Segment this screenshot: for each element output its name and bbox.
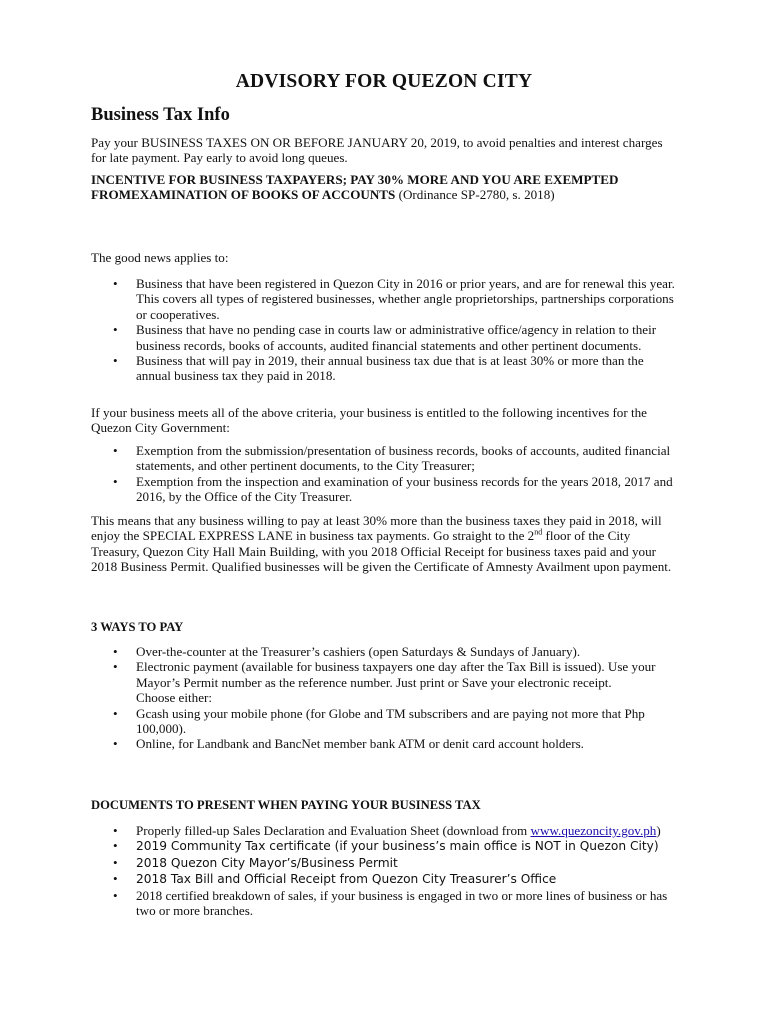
list-item [91, 276, 681, 322]
express-lane-text-1: This means that any business willing to pay at least 30% more than the business taxes they paid in 2018, will enjoy the SPECIAL EXPRESS LANE in business tax payments. Go straight to the 2 [91, 513, 662, 544]
bullet-icon: • [113, 871, 118, 887]
bullet-icon: • [113, 736, 118, 752]
intro-paragraph: Pay your BUSINESS TAXES ON OR BEFORE JANUARY 20, 2019, to avoid penalties and interest charges for late payment. Pay early to avoid long queues. [91, 135, 663, 166]
bullet-icon: • [113, 887, 118, 903]
bullet-icon: • [113, 443, 118, 458]
list-item-text: Online, for Landbank and BancNet member bank ATM or denit card account holders. [136, 736, 584, 752]
ways-to-pay-list [91, 644, 681, 752]
list-item-text: Properly filled-up Sales Declaration and Evaluation Sheet (download from [136, 823, 531, 838]
documents-heading: DOCUMENTS TO PRESENT WHEN PAYING YOUR BUSINESS TAX [91, 798, 481, 812]
list-item [91, 855, 681, 871]
bullet-icon: • [113, 473, 118, 489]
list-item [91, 353, 681, 384]
list-item-text: Over-the-counter at the Treasurer’s cashiers (open Saturdays & Sundays of January). [136, 644, 581, 659]
list-item [91, 474, 681, 505]
bullet-icon: • [113, 276, 118, 291]
list-item [91, 871, 681, 887]
bullet-icon: • [113, 644, 118, 659]
list-item-text: Business that have been registered in Quezon City in 2016 or prior years, and are for renewal this year. This covers all types of registered businesses, whether angle proprietorships, partnerships corporations or cooperatives. [136, 276, 675, 322]
bullet-icon: • [113, 854, 118, 870]
list-item [91, 443, 681, 474]
list-item-text: 2018 certified breakdown of sales, if your business is engaged in two or more lines of business or has two or more branches. [136, 887, 668, 919]
criteria-result-paragraph: If your business meets all of the above criteria, your business is entitled to the following incentives for the Quezon City Government: [91, 405, 647, 436]
list-item-text: Gcash using your mobile phone (for Globe and TM subscribers and are paying not more that Php 100,000). [136, 705, 645, 737]
list-item-text-end: ) [656, 823, 661, 838]
list-item [91, 888, 681, 919]
list-item [91, 644, 681, 659]
bullet-icon: • [113, 838, 118, 854]
list-item [91, 659, 681, 705]
quezoncity-website-link[interactable]: www.quezoncity.gov.ph [530, 823, 657, 838]
list-item-text: 2019 Community Tax certificate (if your business’s main office is NOT in Quezon City) [136, 839, 659, 854]
incentive-paragraph [91, 172, 691, 203]
list-item [91, 322, 681, 353]
list-item-text: Business that will pay in 2019, their annual business tax due that is at least 30% or more than the annual business tax they paid in 2018. [136, 353, 644, 384]
express-lane-text-2: floor of the City Treasury, Quezon City Hall Main Building, with you 2018 Official Receipt for business taxes paid and your 2018 Business Permit. Qualified businesses will be given the Certificate of Amnesty Availment upon payment. [91, 528, 672, 575]
ways-to-pay-heading: 3 WAYS TO PAY [91, 620, 184, 634]
express-lane-paragraph [91, 513, 681, 575]
list-item [91, 823, 681, 838]
documents-list [91, 823, 681, 918]
bullet-icon: • [113, 659, 118, 675]
list-item-subtext: Choose either: [136, 690, 212, 706]
bullet-icon: • [113, 322, 118, 338]
list-item [91, 838, 681, 854]
bullet-icon: • [113, 705, 118, 721]
incentive-ordinance-text: (Ordinance SP-2780, s. 2018) [395, 187, 555, 203]
list-item-text: 2018 Quezon City Mayor’s/Business Permit [136, 855, 398, 870]
incentives-list [91, 443, 681, 505]
list-item-text: 2018 Tax Bill and Official Receipt from Quezon City Treasurer’s Office [136, 872, 557, 887]
list-item-text: Exemption from the submission/presentation of business records, books of accounts, audited financial statements, and other pertinent documents, to the City Treasurer; [136, 443, 671, 474]
list-item-text: Exemption from the inspection and examination of your business records for the years 2018, 2017 and 2016, by the Office of the City Treasurer. [136, 473, 673, 505]
good-news-text: The good news applies to: [91, 250, 229, 265]
ordinal-suffix: nd [534, 528, 543, 538]
list-item [91, 706, 681, 737]
section-title: Business Tax Info [91, 105, 230, 125]
list-item [91, 736, 681, 751]
list-item-text: Electronic payment (available for business taxpayers one day after the Tax Bill is issued). Use your Mayor’s Permit number as the reference number. Just print or Save your electronic receipt. [136, 659, 656, 690]
bullet-icon: • [113, 353, 118, 369]
page-title: ADVISORY FOR QUEZON CITY [235, 71, 533, 92]
criteria-list [91, 276, 681, 384]
incentive-bold-text: INCENTIVE FOR BUSINESS TAXPAYERS; PAY 30% MORE AND YOU ARE EXEMPTED FROMEXAMINATION OF BOOKS OF ACCOUNTS [91, 172, 619, 203]
list-item-text: Business that have no pending case in courts law or administrative office/agency in relation to their business records, books of accounts, audited financial statements and other pertinent documents. [136, 322, 657, 353]
bullet-icon: • [113, 823, 118, 838]
